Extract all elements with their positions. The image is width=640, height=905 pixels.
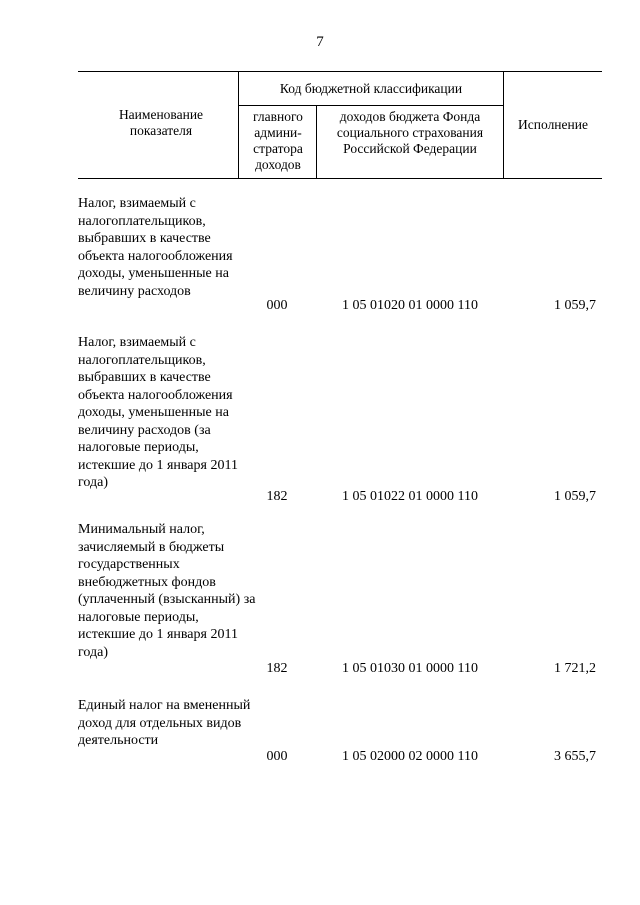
row-3-name: Минимальный налог, зачисляемый в бюджеты государственных внебюджетных фондов (уплаченный (взысканный) за налоговые периоды, истекшие до 1 января 2011 года) [78, 522, 256, 660]
row-4-name: Единый налог на вмененный доход для отдельных видов деятельности [78, 698, 251, 748]
header-top-border [78, 71, 602, 72]
row-2-code: 1 05 01022 01 0000 110 [342, 489, 478, 504]
row-2-value: 1 059,7 [554, 489, 596, 504]
row-1-name: Налог, взимаемый с налогоплательщиков, выбравших в качестве объекта налогообложения доходы, уменьшенные на величину расходов [78, 196, 233, 299]
header-bottom-border [78, 178, 602, 179]
row-4-value: 3 655,7 [554, 749, 596, 764]
header-divider-2 [316, 105, 317, 178]
row-3-admin: 182 [266, 661, 288, 676]
row-4-code: 1 05 02000 02 0000 110 [342, 749, 478, 764]
row-4-admin: 000 [266, 749, 288, 764]
header-divider-1 [238, 71, 239, 178]
row-2-name: Налог, взимаемый с налогоплательщиков, выбравших в качестве объекта налогообложения доходы, уменьшенные на величину расходов (за налоговые периоды, истекшие до 1 января 2011 года) [78, 335, 238, 490]
header-group-col: Код бюджетной классификации [279, 81, 463, 96]
row-1-code: 1 05 01020 01 0000 110 [342, 298, 478, 313]
header-value-col: Исполнение [518, 117, 588, 132]
row-3-code: 1 05 01030 01 0000 110 [342, 661, 478, 676]
page-number: 7 [316, 34, 324, 50]
row-3-value: 1 721,2 [554, 661, 596, 676]
row-1-value: 1 059,7 [554, 298, 596, 313]
row-1-admin: 000 [266, 298, 288, 313]
header-name-col: Наименование показателя [118, 107, 204, 138]
header-admin-col: главного админи- стратора доходов [253, 109, 303, 172]
header-income-col: доходов бюджета Фонда социального страхования Российской Федерации [336, 109, 484, 156]
header-divider-3 [503, 71, 504, 178]
header-mid-border [238, 105, 503, 106]
row-2-admin: 182 [266, 489, 288, 504]
